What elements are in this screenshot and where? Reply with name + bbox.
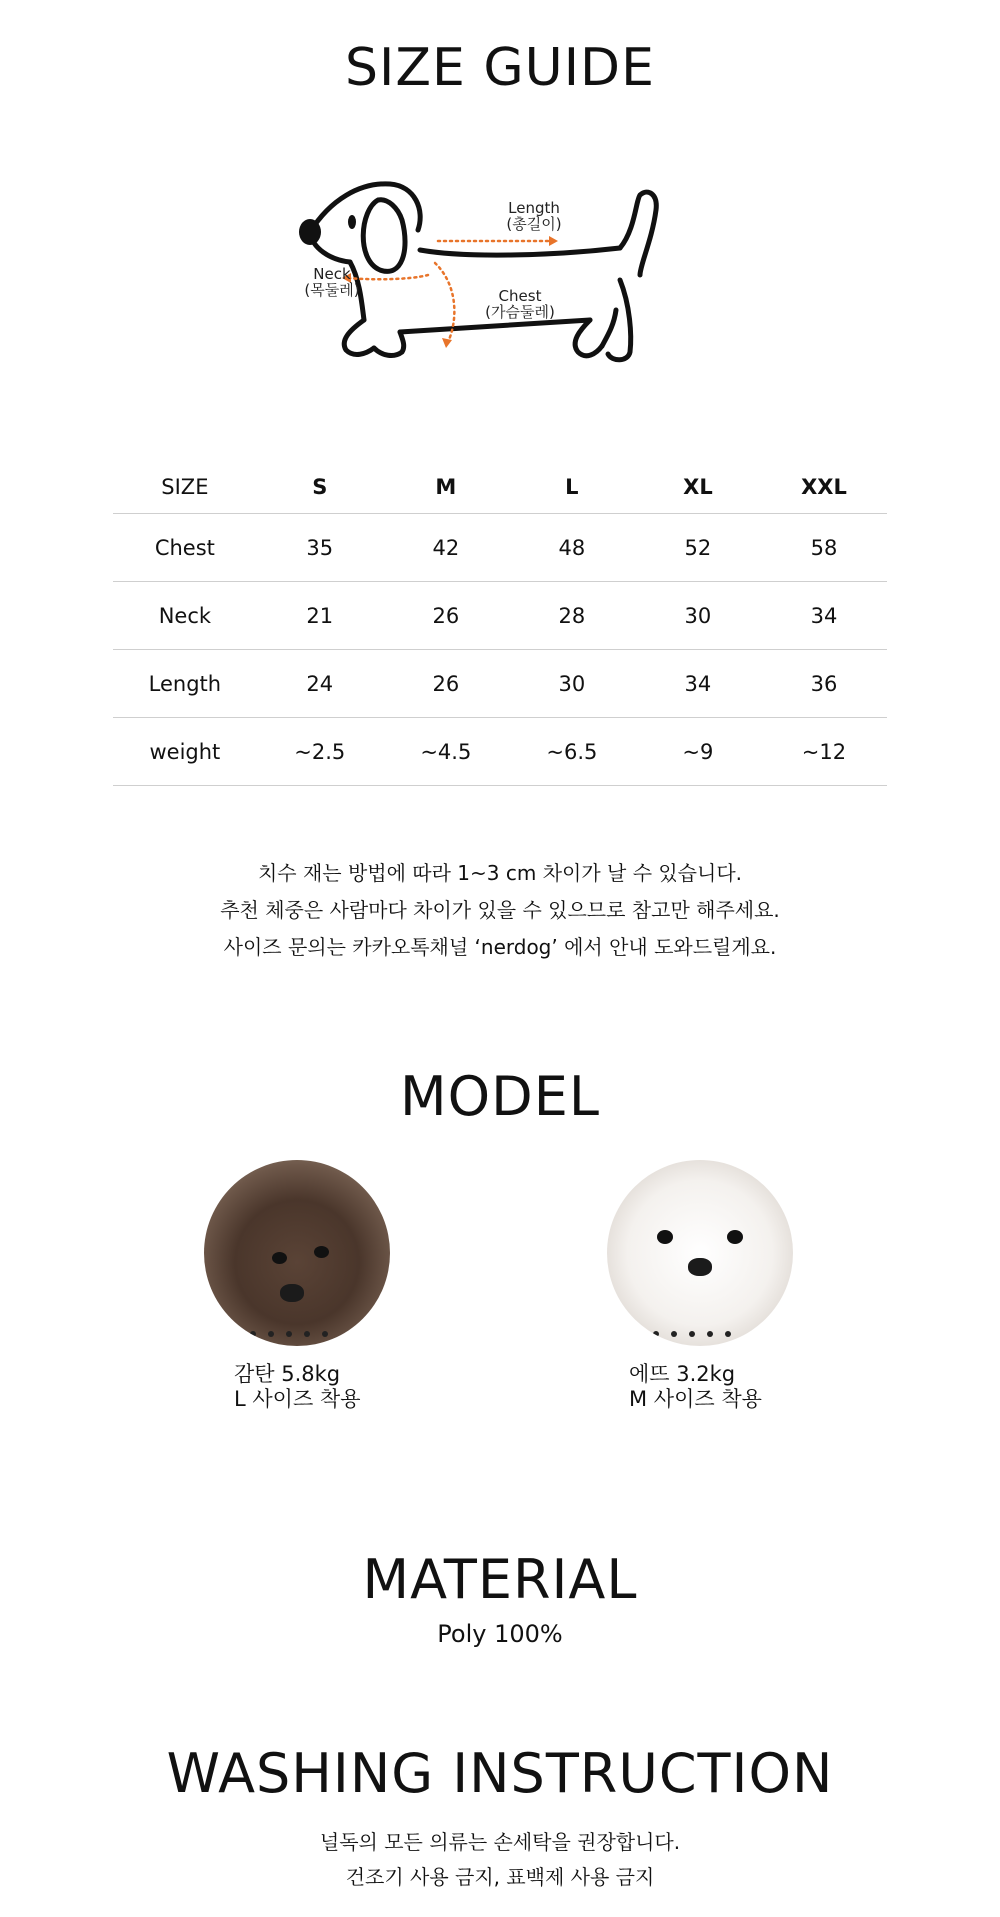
chest-label-ko: (가슴둘레) bbox=[485, 303, 555, 321]
table-header-row bbox=[113, 460, 887, 514]
table-row bbox=[113, 718, 887, 786]
table-cell: 48 bbox=[509, 514, 635, 582]
table-cell: 52 bbox=[635, 514, 761, 582]
note-line: 사이즈 문의는 카카오톡채널 ‘nerdog’ 에서 안내 도와드릴게요. bbox=[223, 935, 777, 959]
washing-notes bbox=[0, 1825, 1000, 1895]
nose-icon bbox=[688, 1258, 712, 1276]
table-cell: ~12 bbox=[761, 718, 887, 786]
washing-title: WASHING INSTRUCTION bbox=[166, 1742, 834, 1805]
eye-icon bbox=[272, 1252, 287, 1264]
table-cell: ~9 bbox=[635, 718, 761, 786]
diagram-label-chest bbox=[478, 288, 562, 320]
table-row bbox=[113, 650, 887, 718]
model-card bbox=[204, 1160, 464, 1412]
table-header-size: SIZE bbox=[161, 474, 209, 499]
row-label-length: Length bbox=[113, 650, 257, 718]
model-size-worn: L 사이즈 착용 bbox=[234, 1387, 361, 1411]
table-header-xxl: XXL bbox=[801, 474, 847, 499]
table-header-xl: XL bbox=[683, 474, 713, 499]
length-label-ko: (총길이) bbox=[506, 215, 562, 233]
table-header-m: M bbox=[435, 474, 457, 499]
table-cell: 26 bbox=[383, 582, 509, 650]
table-cell: 36 bbox=[761, 650, 887, 718]
table-cell: 24 bbox=[257, 650, 383, 718]
length-label: Length bbox=[508, 199, 560, 217]
washing-line: 건조기 사용 금지, 표백제 사용 금지 bbox=[345, 1865, 655, 1889]
table-cell: 30 bbox=[635, 582, 761, 650]
table-header-s: S bbox=[312, 474, 328, 499]
neck-label: Neck bbox=[313, 265, 351, 283]
table-cell: 34 bbox=[761, 582, 887, 650]
eye-icon bbox=[657, 1230, 673, 1244]
note-line: 치수 재는 방법에 따라 1~3 cm 차이가 날 수 있습니다. bbox=[257, 861, 743, 885]
eye-icon bbox=[727, 1230, 743, 1244]
table-cell: 34 bbox=[635, 650, 761, 718]
note-line: 추천 체중은 사람마다 차이가 있을 수 있으므로 참고만 해주세요. bbox=[220, 898, 780, 922]
model-name-weight: 에뜨 3.2kg bbox=[629, 1362, 736, 1386]
diagram-label-length bbox=[500, 200, 568, 232]
table-cell: ~2.5 bbox=[257, 718, 383, 786]
table-row bbox=[113, 582, 887, 650]
model-size-worn: M 사이즈 착용 bbox=[629, 1387, 762, 1411]
table-cell: ~4.5 bbox=[383, 718, 509, 786]
table-cell: 58 bbox=[761, 514, 887, 582]
model-title: MODEL bbox=[400, 1065, 600, 1128]
table-header-l: L bbox=[565, 474, 579, 499]
model-photo-poodle bbox=[204, 1160, 390, 1346]
material-title: MATERIAL bbox=[362, 1548, 638, 1611]
nose-icon bbox=[280, 1284, 304, 1302]
collar-icon bbox=[647, 1326, 753, 1340]
model-name-weight: 감탄 5.8kg bbox=[234, 1362, 341, 1386]
table-cell: 35 bbox=[257, 514, 383, 582]
model-photo-maltese bbox=[607, 1160, 793, 1346]
table-cell: 26 bbox=[383, 650, 509, 718]
neck-label-ko: (목둘레) bbox=[304, 281, 360, 299]
size-guide-title: SIZE GUIDE bbox=[345, 38, 655, 98]
washing-line: 널독의 모든 의류는 손세탁을 권장합니다. bbox=[319, 1830, 681, 1854]
model-card bbox=[607, 1160, 867, 1412]
chest-label: Chest bbox=[498, 287, 542, 305]
material-value: Poly 100% bbox=[437, 1620, 563, 1648]
table-cell: ~6.5 bbox=[509, 718, 635, 786]
table-cell: 42 bbox=[383, 514, 509, 582]
size-notes bbox=[0, 855, 1000, 966]
size-table bbox=[113, 460, 887, 786]
diagram-label-neck bbox=[297, 266, 367, 298]
row-label-neck: Neck bbox=[113, 582, 257, 650]
model-caption bbox=[607, 1362, 867, 1412]
table-cell: 21 bbox=[257, 582, 383, 650]
table-cell: 30 bbox=[509, 650, 635, 718]
eye-icon bbox=[314, 1246, 329, 1258]
table-row bbox=[113, 514, 887, 582]
collar-icon bbox=[244, 1326, 350, 1340]
model-caption bbox=[204, 1362, 464, 1412]
table-cell: 28 bbox=[509, 582, 635, 650]
row-label-weight: weight bbox=[113, 718, 257, 786]
row-label-chest: Chest bbox=[113, 514, 257, 582]
